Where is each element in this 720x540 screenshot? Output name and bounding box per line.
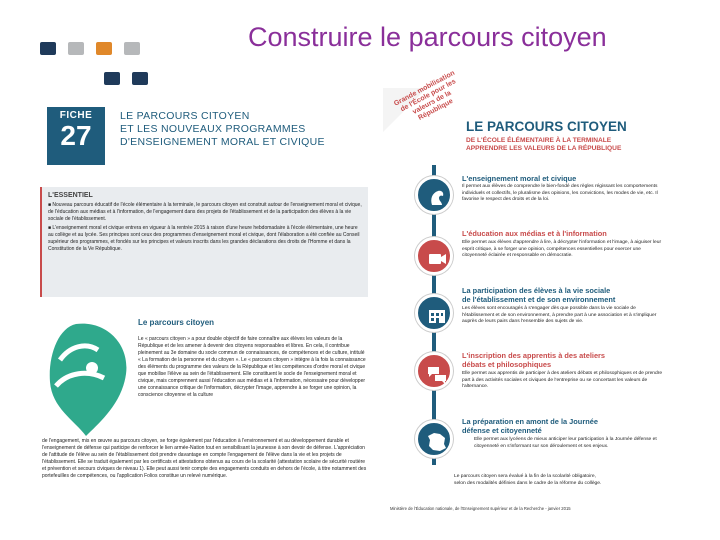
essentiel-heading: L'ESSENTIEL	[48, 192, 93, 199]
item-1-circle	[415, 176, 453, 214]
media-icon	[426, 248, 448, 270]
fiche-title-line2: ET LES NOUVEAUX PROGRAMMES	[120, 123, 306, 135]
item-4-heading-line2: débats et philosophiques	[462, 360, 552, 369]
decor-square-orange-1	[96, 42, 112, 55]
slide-title: Construire le parcours citoyen	[248, 22, 607, 52]
infographic-footnote: Le parcours citoyen sera évalué à la fin de la scolarité obligatoire, selon des modalités définies dans le cadre de la réforme du collège.	[454, 474, 602, 486]
item-2-circle	[415, 237, 453, 275]
item-2-heading-line1: L'éducation aux médias et à l'information	[462, 229, 607, 238]
item-5-circle	[415, 420, 453, 458]
item-3-circle	[415, 294, 453, 332]
item-1-heading	[462, 174, 576, 183]
essentiel-paragraph-2: ■ L'enseignement moral et civique entrera en vigueur à la rentrée 2015 à raison d'une heure hebdomadaire à l'école élémentaire, une heure au collège et au lycée. Ses principes sont ceux des programmes d'enseignement moral et civique, dont l'élaboration a été confiée au Conseil supérieur des programmes, et fondés sur les principes et valeurs inscrits dans les grandes déclarations des droits de l'Homme et dans la Constitution de la Ve République.	[48, 225, 360, 252]
mobilisation-ribbon-text: Grande mobilisation de l'École pour les valeurs de la République	[393, 69, 458, 122]
france-map-icon	[426, 431, 448, 453]
fiche-title-line3: D'ENSEIGNEMENT MORAL ET CIVIQUE	[120, 136, 325, 148]
item-5-text: Elle permet aux lycéens de mieux anticiper leur participation à la Journée défense et citoyenneté en s'informant sur son déroulement et ses enjeux.	[474, 437, 657, 449]
fiche-number: 27	[60, 120, 92, 151]
item-3-heading	[462, 286, 615, 304]
item-1-heading-line1: L'enseignement moral et civique	[462, 174, 577, 183]
marianne-icon	[426, 187, 448, 209]
decor-square-navy-1	[40, 42, 56, 55]
item-5-heading-line2: défense et citoyenneté	[462, 426, 542, 435]
essentiel-box	[40, 187, 368, 297]
swirl-illustration	[46, 320, 132, 438]
parcours-citoyen-text: Le « parcours citoyen » a pour double objectif de faire connaître aux élèves les valeurs de la République et de les amener à devenir des citoyens responsables et libres. En cela, il contribue pleinement au 3e domaine du socle commun de connaissances, de compétences et de culture, intitulé « La formation de la personne et du citoyen ». Le « parcours citoyen » intègre à la fois la connaissance des éléments du programme des valeurs de la République et les compétences d'ordre moral et civique que mobilise l'élève au sein de l'établissement. Elle constituent le socle de l'enseignement moral et civique, mais comprennent aussi l'éducation aux médias et à l'information, nécessaire pour développer une connaissance critique de l'information, décrypter l'image, apprendre à se forger une opinion, la conscience citoyenne et la culture	[138, 336, 366, 398]
item-3-heading-line2: de l'établissement et de son environnement	[462, 295, 616, 304]
parcours-citoyen-title: Le parcours citoyen	[138, 318, 215, 327]
infographic-subtitle	[466, 137, 621, 153]
decor-square-grey-2	[124, 42, 140, 55]
item-4-heading	[462, 351, 605, 369]
item-5-heading	[462, 417, 598, 435]
item-4-heading-line1: L'inscription des apprentis à des ateliers	[462, 351, 606, 360]
item-2-heading	[462, 229, 607, 238]
decor-square-grey-1	[68, 42, 84, 55]
item-4-circle	[415, 352, 453, 390]
fiche-title	[120, 110, 370, 149]
building-icon	[426, 305, 448, 327]
item-1-text: Il permet aux élèves de comprendre le bien-fondé des règles régissant les comportements individuels et collectifs, le pluralisme des opinions, les convictions, les modes de vie, etc. Il favorise le respect des droits et de la loi.	[462, 184, 658, 202]
item-3-heading-line1: La participation des élèves à la vie sociale	[462, 286, 611, 295]
decor-square-navy-2	[104, 72, 120, 85]
infographic-caption: Ministère de l'Éducation nationale, de l'Enseignement supérieur et de la Recherche - janvier 2015	[390, 506, 571, 511]
fiche-badge	[47, 107, 105, 165]
parcours-citoyen-bottom-text: de l'engagement, mis en œuvre au parcours citoyen, se forge également par l'éducation à l'environnement et au développement durable et l'enseignement de défense qui participe de renforcer le lien armée-Nation tout en sensibilisant la jeunesse à son devoir de défense. L'appréciation de l'attitude de l'élève au sein de l'établissement doit prendre davantage en compte l'engagement de l'élève dans la vie et les projets de l'établissement. Elle se traduit également par les certificats et attestations obtenus au cours de la scolarité (attestation scolaire de sécurité routière et prévention et secours civiques de niveau 1). Elle peut aussi tenir compte des engagements conduits en dehors de l'école, à titre notamment des portefeuilles de compétences, ou l'application Folios constitue un relevé numérique.	[42, 438, 367, 479]
fiche-label: FICHE	[59, 110, 93, 121]
essentiel-paragraph-1: ■ Nouveau parcours éducatif de l'école élémentaire à la terminale, le parcours citoyen est construit autour de l'enseignement moral et civique, de l'éducation aux médias et à l'information, de l'engagement dans des projets de l'établissement et de la participation des élèves à la vie sociale de l'établissement.	[48, 202, 362, 222]
infographic-title: LE PARCOURS CITOYEN	[466, 119, 627, 134]
item-3-text: Les élèves sont encouragés à s'engager dès que possible dans la vie sociale de l'établissement et de son environnement, à prendre part à une association et à s'impliquer auprès de leurs pairs dans l'ensemble des sujets de vie.	[462, 306, 657, 324]
infographic-subtitle-line1: DE L'ÉCOLE ÉLÉMENTAIRE À LA TERMINALE	[466, 137, 612, 144]
item-4-text: Elle permet aux apprentis de participer à des ateliers débats et philosophiques et de prendre part à des activités sociales et civiques de l'entreprise ou se concertant les valeurs de l'alternance.	[462, 371, 663, 389]
decor-square-navy-3	[132, 72, 148, 85]
item-2-text: Elle permet aux élèves d'apprendre à lire, à décrypter l'information et l'image, à aiguiser leur esprit critique, à se forger une opinion, compétences essentielles pour exercer une citoyenneté éclairée et responsable en démocratie.	[462, 240, 662, 258]
debate-icon	[426, 363, 448, 385]
item-5-heading-line1: La préparation en amont de la Journée	[462, 417, 598, 426]
fiche-title-line1: LE PARCOURS CITOYEN	[120, 110, 250, 122]
infographic-subtitle-line2: APPRENDRE LES VALEURS DE LA RÉPUBLIQUE	[466, 145, 622, 152]
